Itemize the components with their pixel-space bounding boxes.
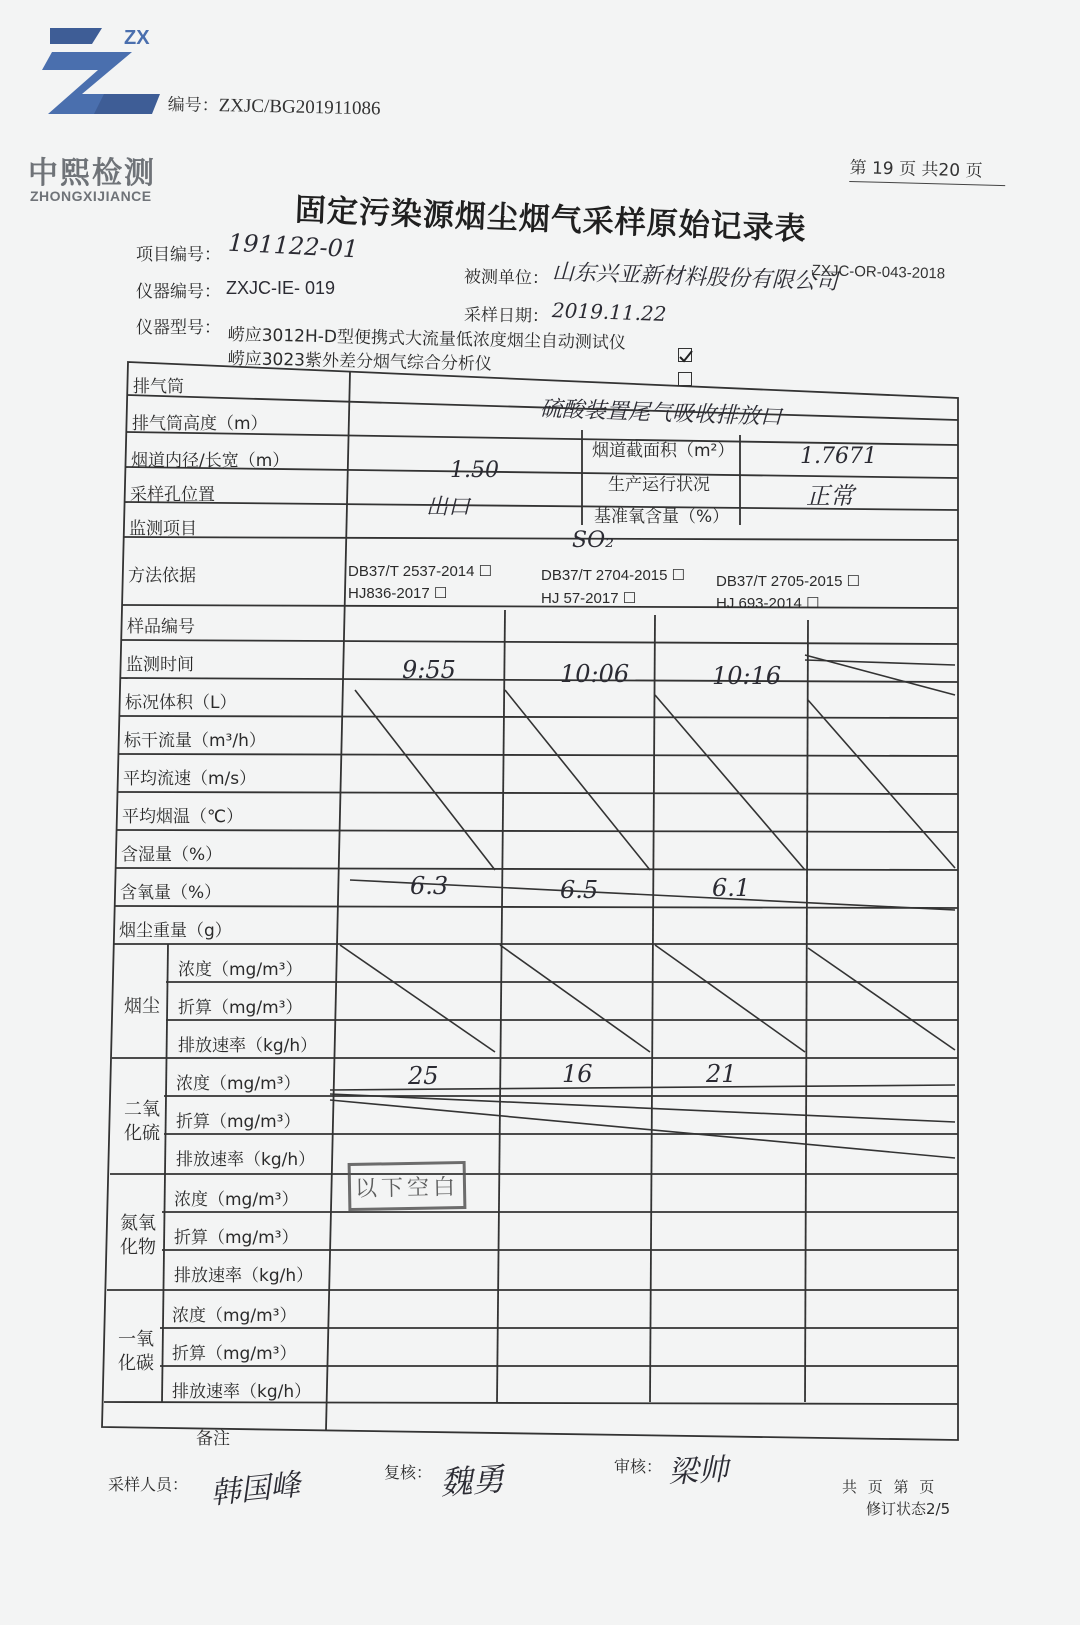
nox-concentration-label: 浓度（mg/m³） xyxy=(174,1190,299,1210)
date-label: 采样日期： xyxy=(463,305,550,327)
logo-chinese-name: 中熙检测 xyxy=(28,156,156,191)
row-label-moisture: 含湿量（%） xyxy=(121,845,223,865)
time-sample-1: 9:55 xyxy=(402,656,456,684)
section-area-value: 1.7671 xyxy=(800,444,877,469)
serial-value: ZXJC/BG201911086 xyxy=(218,95,381,120)
so2-concentration-2: 16 xyxy=(562,1060,593,1088)
serial-label: 编号： xyxy=(167,94,219,117)
unit-value: 山东兴亚新材料股份有限公司 xyxy=(551,260,839,295)
dust-converted-label: 折算（mg/m³） xyxy=(178,998,303,1018)
item-value: SO₂ xyxy=(572,528,614,553)
method-option-3: DB37/T 2705-2015 ☐ xyxy=(716,573,861,590)
date-value: 2019.11.22 xyxy=(551,298,667,326)
row-label-volume: 标况体积（L） xyxy=(125,693,237,713)
model-label: 仪器型号： xyxy=(136,318,221,338)
operation-label: 生产运行状况 xyxy=(608,475,710,495)
so2-concentration-label: 浓度（mg/m³） xyxy=(176,1074,301,1094)
project-no-value: 191122-01 xyxy=(227,228,359,264)
pages-label: 共 页 第 页 xyxy=(842,1478,938,1496)
sampling-hole-label: 采样孔位置 xyxy=(130,485,215,505)
row-label-time: 监测时间 xyxy=(126,655,194,675)
model-2: 崂应3023紫外差分烟气综合分析仪 xyxy=(227,348,493,375)
instrument-no-value: ZXJC-IE- 019 xyxy=(226,278,336,298)
sampling-hole-value: 出口 xyxy=(426,495,471,520)
ref-oxygen-label: 基准氧含量（%） xyxy=(594,507,730,527)
flue-diameter-value: 1.50 xyxy=(450,458,499,483)
row-label-flow: 标干流量（m³/h） xyxy=(124,731,266,751)
approver-label: 审核： xyxy=(614,1457,663,1476)
item-label: 监测项目 xyxy=(129,519,197,539)
so2-concentration-1: 25 xyxy=(408,1062,439,1090)
group-dust: 烟尘 xyxy=(124,996,160,1017)
approver-signature: 梁帅 xyxy=(667,1452,730,1491)
so2-emission-label: 排放速率（kg/h） xyxy=(176,1150,316,1170)
revision-status: 修订状态2/5 xyxy=(866,1500,951,1518)
dust-emission-label: 排放速率（kg/h） xyxy=(178,1036,318,1056)
co-concentration-label: 浓度（mg/m³） xyxy=(172,1306,297,1326)
time-sample-2: 10:06 xyxy=(560,660,630,688)
nox-emission-label: 排放速率（kg/h） xyxy=(174,1266,314,1286)
page-indicator: 第 19 页 共20 页 xyxy=(849,153,1006,186)
logo-mark-text: ZX xyxy=(124,27,150,49)
co-converted-label: 折算（mg/m³） xyxy=(172,1344,297,1364)
co-emission-label: 排放速率（kg/h） xyxy=(172,1382,312,1402)
row-label-sample-no: 样品编号 xyxy=(127,617,195,637)
row-label-temperature: 平均烟温（℃） xyxy=(122,807,244,827)
group-so2: 二氧化硫 xyxy=(124,1099,160,1144)
section-area-label: 烟道截面积（m²） xyxy=(592,441,735,461)
project-no-label: 项目编号： xyxy=(136,245,221,265)
stack-label: 排气筒 xyxy=(133,377,184,397)
so2-concentration-3: 21 xyxy=(706,1060,737,1088)
group-co: 一氧化碳 xyxy=(118,1329,154,1374)
logo-english-name: ZHONGXIJIANCE xyxy=(30,188,152,204)
operation-value: 正常 xyxy=(806,482,854,510)
row-label-dust-weight: 烟尘重量（g） xyxy=(119,921,232,941)
method-option-4: HJ836-2017 ☐ xyxy=(348,585,448,602)
oxygen-sample-1: 6.3 xyxy=(410,872,449,900)
method-label: 方法依据 xyxy=(128,566,196,586)
reviewer-label: 复核： xyxy=(384,1463,433,1482)
page-title: 固定污染源烟尘烟气采样原始记录表 xyxy=(294,191,808,248)
reviewer-signature: 魏勇 xyxy=(438,1459,506,1503)
instrument-no-label: 仪器编号： xyxy=(136,282,221,302)
flue-diameter-label: 烟道内径/长宽（m） xyxy=(131,451,290,471)
sampler-signature: 韩国峰 xyxy=(208,1467,302,1512)
unit-label: 被测单位： xyxy=(463,267,550,289)
method-option-5: HJ 57-2017 ☐ xyxy=(541,590,637,607)
stack-height-label: 排气筒高度（m） xyxy=(132,414,268,434)
nox-converted-label: 折算（mg/m³） xyxy=(174,1228,299,1248)
method-option-1: DB37/T 2537-2014 ☐ xyxy=(348,563,493,580)
group-nox: 氮氧化物 xyxy=(120,1213,156,1258)
so2-converted-label: 折算（mg/m³） xyxy=(176,1112,301,1132)
remarks-label: 备注 xyxy=(196,1429,230,1449)
row-label-oxygen: 含氧量（%） xyxy=(120,883,222,903)
method-option-6: HJ 693-2014 ☐ xyxy=(716,595,820,612)
dust-concentration-label: 浓度（mg/m³） xyxy=(178,960,303,980)
row-label-velocity: 平均流速（m/s） xyxy=(123,769,257,789)
oxygen-sample-2: 6.5 xyxy=(560,876,599,904)
time-sample-3: 10:16 xyxy=(712,662,782,690)
oxygen-sample-3: 6.1 xyxy=(712,874,751,902)
form-code: ZXJC-OR-043-2018 xyxy=(811,262,946,283)
blank-below-stamp: 以下空白 xyxy=(348,1161,467,1211)
model-1: 崂应3012H-D型便携式大流量低浓度烟尘自动测试仪 xyxy=(227,324,627,354)
method-option-2: DB37/T 2704-2015 ☐ xyxy=(541,567,686,584)
stack-value: 硫酸装置尾气吸收排放口 xyxy=(539,396,783,431)
sampler-label: 采样人员： xyxy=(108,1475,189,1494)
